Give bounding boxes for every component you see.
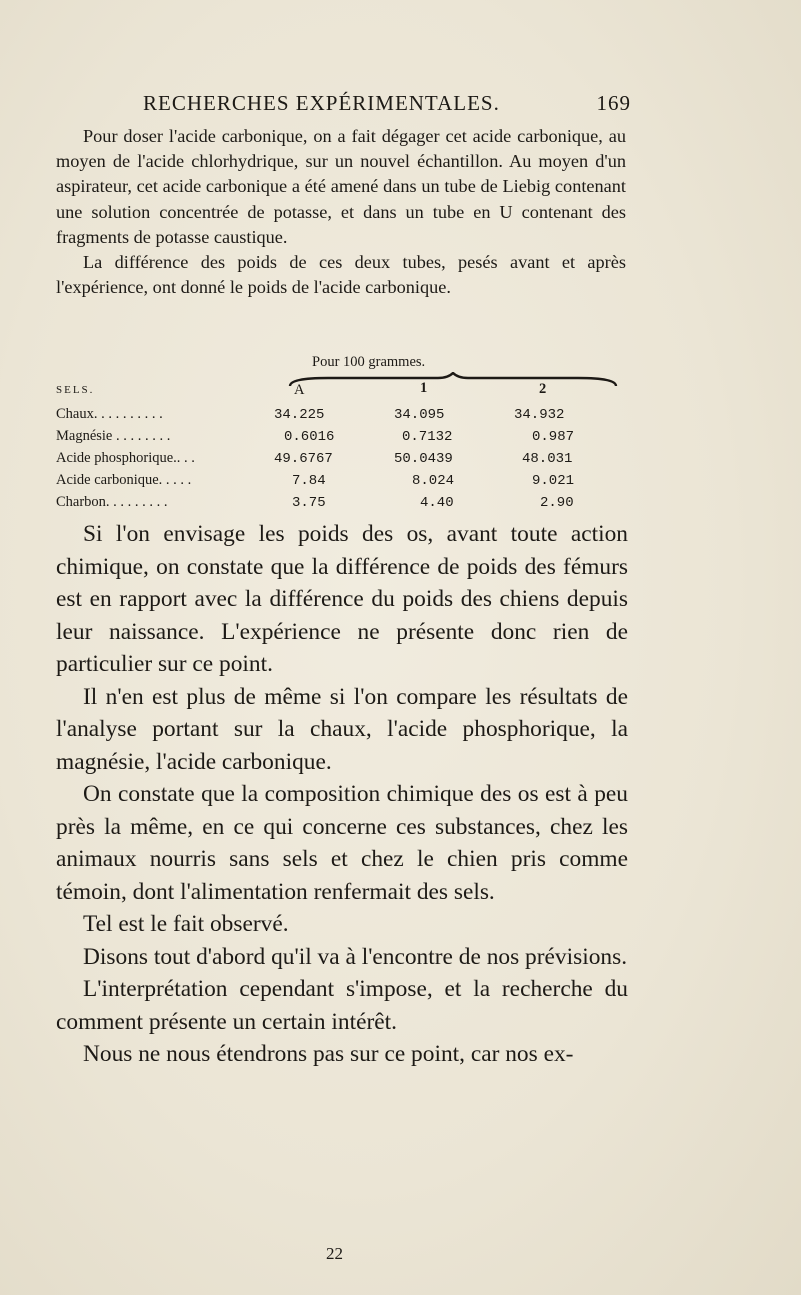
cell-1: 4.40: [420, 495, 454, 511]
cell-1: 8.024: [412, 473, 455, 489]
cell-2: 9.021: [532, 473, 575, 489]
cell-1: 50.0439: [394, 451, 453, 467]
cell-2: 34.932: [514, 407, 565, 423]
cell-2: 2.90: [540, 495, 574, 511]
cell-a: 34.225: [274, 407, 325, 423]
row-label: Charbon. . . . . . . . .: [56, 494, 168, 510]
row-label: Acide phosphorique.. . .: [56, 450, 195, 466]
cell-2: 48.031: [522, 451, 573, 467]
intro-paragraph: Pour doser l'acide carbonique, on a fait dégager cet acide carbonique, au moyen de l'acide chlorhydrique, sur un nouvel échantillon. Au moyen d'un aspirateur, cet acide carbonique a été amené dans un tube de Liebig contenant une solution concentrée de potasse, et dans un tube en U contenant des fragments de potasse caustique.: [56, 126, 626, 247]
body-paragraph: On constate que la composition chimique des os est à peu près la même, en ce qui concerne ces substances, chez les animaux nourris sans sels et chez le chien pris comme témoin, dont l'alimentation renfermait des sels.: [56, 781, 628, 905]
column-header-a: A: [294, 382, 305, 398]
body-paragraph: Si l'on envisage les poids des os, avant toute action chimique, on constate que la différence de poids des fémurs est en rapport avec la différence du poids des chiens depuis leur naissance. L'expérience ne présente donc rien de particulier sur ce point.: [56, 521, 628, 677]
intro-text: [56, 124, 626, 300]
cell-a: 7.84: [292, 473, 326, 489]
cell-a: 3.75: [292, 495, 326, 511]
cell-a: 0.6016: [284, 429, 335, 445]
signature-mark: 22: [326, 1244, 343, 1263]
column-header-2: 2: [539, 381, 547, 397]
cell-1: 34.095: [394, 407, 445, 423]
body-paragraph: Tel est le fait observé.: [83, 911, 289, 937]
column-header-sels: SELS.: [56, 384, 95, 396]
body-paragraph: Nous ne nous étendrons pas sur ce point, car nos ex-: [83, 1041, 574, 1067]
cell-2: 0.987: [532, 429, 575, 445]
table-group-header: Pour 100 grammes.: [312, 354, 426, 370]
running-head: RECHERCHES EXPÉRIMENTALES.: [143, 91, 500, 115]
brace-mark: [288, 372, 618, 388]
row-label: Chaux. . . . . . . . . .: [56, 406, 163, 422]
page-number: 169: [596, 91, 631, 115]
body-paragraph: L'interprétation cependant s'impose, et la recherche du comment présente un certain intérêt.: [56, 976, 628, 1035]
intro-paragraph: La différence des poids de ces deux tubes, pesés avant et après l'expérience, ont donné le poids de l'acide carbonique.: [56, 252, 626, 298]
column-header-1: 1: [420, 380, 428, 396]
body-paragraph: Il n'en est plus de même si l'on compare les résultats de l'analyse portant sur la chaux, l'acide phosphorique, la magnésie, l'acide carbonique.: [56, 683, 628, 775]
body-paragraph: Disons tout d'abord qu'il va à l'encontre de nos prévisions.: [83, 943, 628, 970]
body-text: [56, 518, 628, 1071]
row-label: Acide carbonique. . . . .: [56, 472, 192, 488]
row-label: Magnésie . . . . . . . .: [56, 428, 171, 444]
cell-1: 0.7132: [402, 429, 453, 445]
cell-a: 49.6767: [274, 451, 333, 467]
